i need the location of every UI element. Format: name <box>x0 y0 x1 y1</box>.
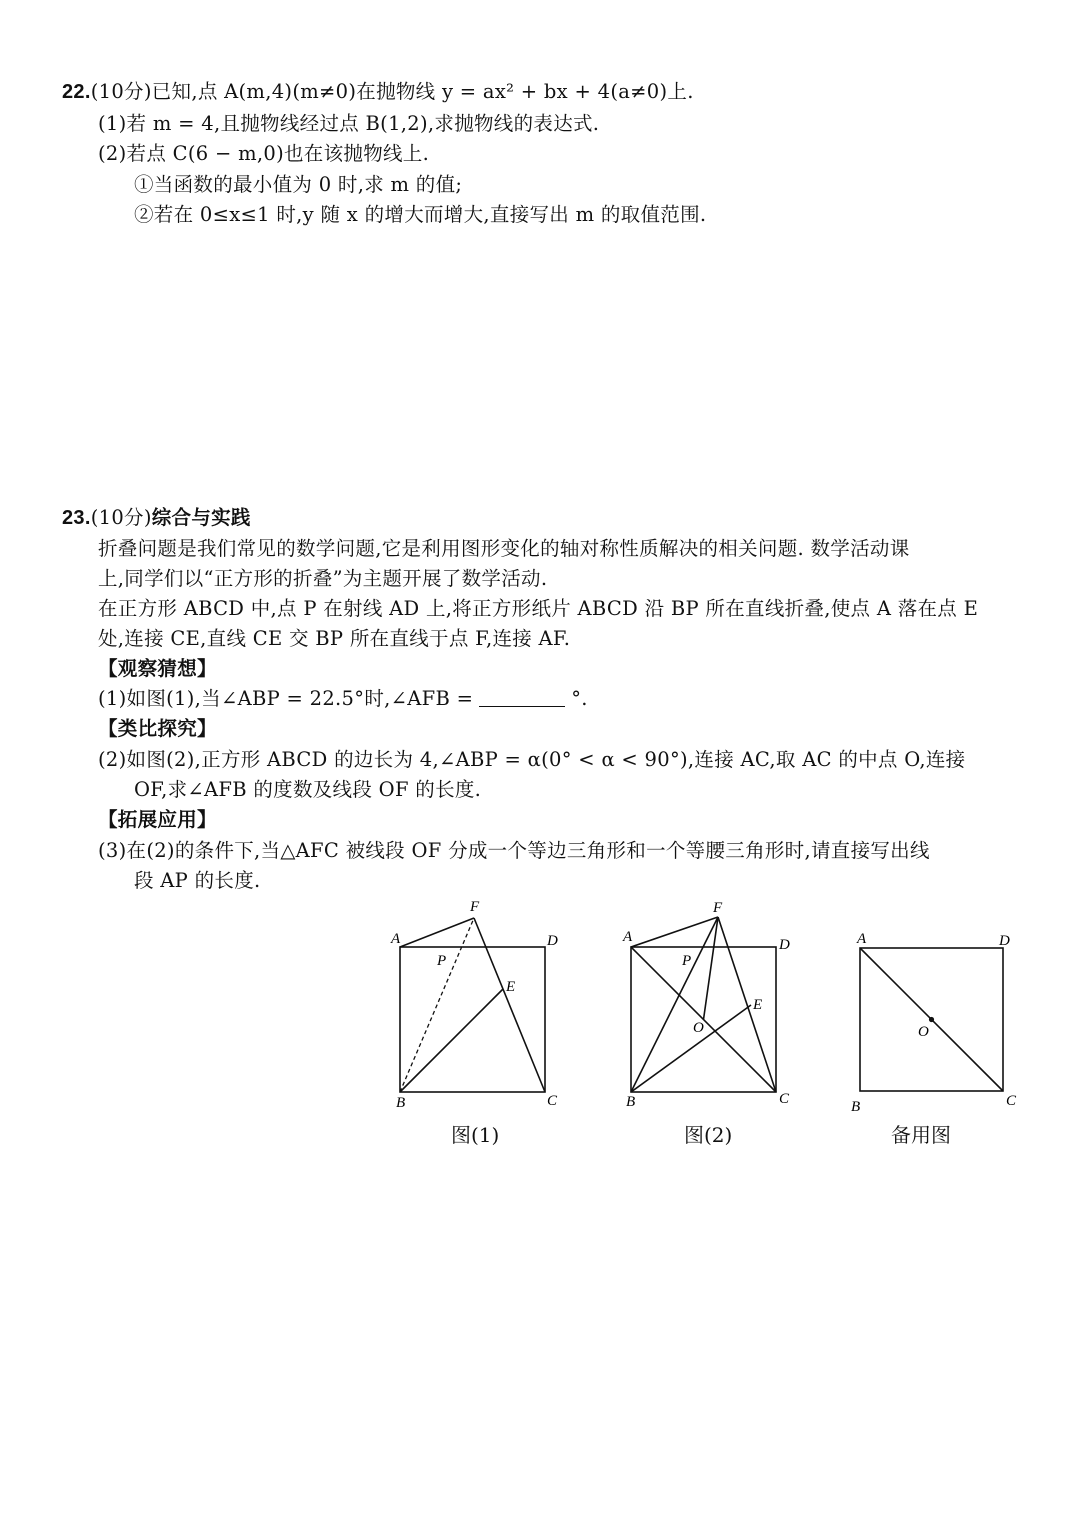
q23-setup-line1: 在正方形 ABCD 中,点 P 在射线 AD 上,将正方形纸片 ABCD 沿 BP 所在直线折叠,使点 A 落在点 E <box>98 597 979 620</box>
q22-line1 <box>62 80 694 104</box>
answer-blank <box>479 688 565 707</box>
point-label-a: A <box>857 931 867 947</box>
q22-number: 22. <box>62 81 91 103</box>
figure-spare-caption: 备用图 <box>891 1123 951 1147</box>
point-label-p: P <box>437 953 447 969</box>
q23-setup-line2: 处,连接 CE,直线 CE 交 BP 所在直线于点 F,连接 AF. <box>98 627 571 650</box>
point-label-d: D <box>779 937 790 953</box>
q23-part3-line1: (3)在(2)的条件下,当△AFC 被线段 OF 分成一个等边三角形和一个等腰三角形时,请直接写出线 <box>98 839 930 862</box>
q22-part2-sub2: ②若在 0≤x≤1 时,y 随 x 的增大而增大,直接写出 m 的取值范围. <box>134 203 707 226</box>
point-label-d: D <box>999 933 1010 949</box>
segment-be <box>400 989 503 1092</box>
q23-heading-extend: 【拓展应用】 <box>98 808 217 831</box>
q23-part2-line2: OF,求∠AFB 的度数及线段 OF 的长度. <box>134 778 482 801</box>
point-label-e: E <box>753 997 763 1013</box>
q23-heading-analogy: 【类比探究】 <box>98 717 217 740</box>
q23-part2-line1: (2)如图(2),正方形 ABCD 的边长为 4,∠ABP = α(0° < α < 90°),连接 AC,取 AC 的中点 O,连接 <box>98 748 966 771</box>
q23-part1-text: (1)如图(1),当∠ABP = 22.5°时,∠AFB = <box>98 687 474 710</box>
point-label-b: B <box>396 1095 406 1111</box>
point-label-o: O <box>693 1020 704 1036</box>
point-label-f: F <box>470 899 480 915</box>
point-label-f: F <box>713 900 723 916</box>
point-label-b: B <box>851 1099 861 1115</box>
q23-title: 综合与实践 <box>151 506 251 529</box>
q23-score: (10分) <box>90 506 152 529</box>
point-label-c: C <box>779 1091 790 1107</box>
point-label-b: B <box>626 1094 636 1110</box>
figure-1-caption: 图(1) <box>451 1123 500 1147</box>
figure-2 <box>612 895 802 1120</box>
point-label-a: A <box>391 931 401 947</box>
point-label-o: O <box>918 1024 929 1040</box>
q22-part2: (2)若点 C(6 − m,0)也在该抛物线上. <box>98 142 430 165</box>
q23-intro-line2: 上,同学们以“正方形的折叠”为主题开展了数学活动. <box>98 567 548 590</box>
q22-part2-sub1: ①当函数的最小值为 0 时,求 m 的值; <box>134 173 463 196</box>
q23-intro-line1: 折叠问题是我们常见的数学问题,它是利用图形变化的轴对称性质解决的相关问题. 数学活动课 <box>98 537 910 560</box>
figure-1 <box>380 895 570 1120</box>
point-label-p: P <box>682 953 692 969</box>
point-label-a: A <box>623 929 633 945</box>
point-o <box>929 1017 934 1022</box>
segment-fc <box>718 917 776 1092</box>
q23-part1 <box>98 687 588 711</box>
segment-bf-dashed <box>400 918 474 1092</box>
point-label-c: C <box>1006 1093 1017 1109</box>
q23-part1-unit: °. <box>571 687 588 710</box>
point-label-c: C <box>547 1093 558 1109</box>
point-label-e: E <box>506 979 516 995</box>
figure-2-caption: 图(2) <box>684 1123 733 1147</box>
q22-part1: (1)若 m = 4,且抛物线经过点 B(1,2),求抛物线的表达式. <box>98 112 600 135</box>
point-label-d: D <box>547 933 558 949</box>
q22-stem: (10分)已知,点 A(m,4)(m≠0)在抛物线 y = ax² + bx + 4(a≠0)上. <box>90 80 694 103</box>
q23-part3-line2: 段 AP 的长度. <box>134 869 261 892</box>
q23-header <box>62 506 251 530</box>
q23-heading-observe: 【观察猜想】 <box>98 657 217 680</box>
segment-fc <box>474 918 545 1092</box>
q23-number: 23. <box>62 507 91 529</box>
figure-spare <box>845 895 1035 1120</box>
